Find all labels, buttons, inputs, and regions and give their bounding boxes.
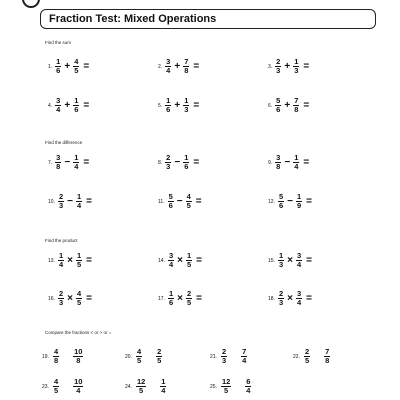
problem-item bbox=[158, 58, 199, 75]
problem-number: 8. bbox=[158, 159, 163, 166]
numerator: 1 bbox=[294, 153, 299, 162]
numerator: 5 bbox=[276, 96, 281, 105]
denominator: 6 bbox=[276, 105, 281, 114]
equals-sign: = bbox=[306, 196, 312, 207]
denominator: 3 bbox=[221, 356, 227, 365]
problem-number: 3. bbox=[268, 63, 273, 70]
problem-item bbox=[268, 97, 309, 114]
equals-sign: = bbox=[306, 293, 312, 304]
problem-item bbox=[268, 193, 312, 210]
problem-number: 16. bbox=[48, 295, 55, 302]
equals-sign: = bbox=[196, 293, 202, 304]
problem-number: 19. bbox=[42, 353, 49, 360]
fraction bbox=[73, 97, 79, 114]
denominator: 9 bbox=[296, 201, 302, 210]
problem-item bbox=[48, 97, 89, 114]
denominator: 5 bbox=[76, 260, 82, 269]
problem-item bbox=[48, 193, 92, 210]
fraction bbox=[73, 154, 79, 171]
denominator: 4 bbox=[166, 66, 171, 75]
denominator: 8 bbox=[76, 356, 81, 365]
problem-item bbox=[48, 58, 89, 75]
problem-item bbox=[48, 252, 92, 269]
equals-sign: = bbox=[86, 255, 92, 266]
fraction bbox=[304, 348, 310, 365]
problem-number: 14. bbox=[158, 257, 165, 264]
fraction bbox=[293, 58, 299, 75]
numerator: 5 bbox=[168, 192, 173, 201]
problem-item bbox=[48, 154, 89, 171]
section-label-product: Find the product bbox=[45, 238, 78, 243]
fraction bbox=[183, 154, 189, 171]
numerator: 2 bbox=[157, 347, 162, 356]
denominator: 4 bbox=[242, 356, 247, 365]
fraction bbox=[324, 348, 330, 365]
equals-sign: = bbox=[196, 255, 202, 266]
operator-symbol: − bbox=[176, 196, 183, 207]
fraction bbox=[55, 154, 61, 171]
compare-item bbox=[210, 378, 251, 395]
problem-number: 9. bbox=[268, 159, 273, 166]
numerator: 6 bbox=[246, 377, 251, 386]
denominator: 3 bbox=[278, 298, 284, 307]
fraction bbox=[278, 290, 284, 307]
numerator: 2 bbox=[58, 289, 64, 298]
problem-item bbox=[158, 252, 202, 269]
denominator: 8 bbox=[276, 162, 281, 171]
denominator: 6 bbox=[168, 201, 173, 210]
numerator: 2 bbox=[278, 289, 284, 298]
fraction bbox=[183, 58, 189, 75]
numerator: 3 bbox=[296, 251, 302, 260]
fraction bbox=[241, 348, 247, 365]
fraction bbox=[168, 193, 174, 210]
denominator: 5 bbox=[186, 201, 191, 210]
denominator: 8 bbox=[184, 66, 189, 75]
problem-number: 6. bbox=[268, 102, 273, 109]
problem-number: 2. bbox=[158, 63, 163, 70]
fraction bbox=[165, 154, 171, 171]
numerator: 2 bbox=[58, 192, 64, 201]
equals-sign: = bbox=[83, 157, 90, 168]
numerator: 2 bbox=[166, 153, 171, 162]
numerator: 1 bbox=[166, 96, 171, 105]
fraction bbox=[160, 378, 166, 395]
numerator: 7 bbox=[242, 347, 247, 356]
fraction bbox=[73, 58, 79, 75]
operator-symbol: − bbox=[287, 196, 293, 207]
numerator: 3 bbox=[56, 153, 61, 162]
denominator: 6 bbox=[278, 201, 284, 210]
fraction bbox=[76, 252, 82, 269]
denominator: 6 bbox=[184, 162, 189, 171]
problem-number: 20. bbox=[125, 353, 132, 360]
operator-symbol: + bbox=[64, 100, 71, 111]
fraction bbox=[275, 154, 281, 171]
denominator: 6 bbox=[74, 105, 79, 114]
numerator: 4 bbox=[74, 57, 79, 66]
logo-icon bbox=[22, 0, 40, 8]
fraction bbox=[245, 378, 251, 395]
denominator: 5 bbox=[186, 298, 192, 307]
numerator: 1 bbox=[76, 251, 82, 260]
denominator: 4 bbox=[76, 386, 81, 395]
fraction bbox=[278, 252, 284, 269]
fraction bbox=[186, 252, 192, 269]
fraction bbox=[73, 378, 83, 395]
fraction bbox=[296, 252, 302, 269]
numerator: 7 bbox=[325, 347, 330, 356]
numerator: 4 bbox=[53, 377, 59, 386]
compare-item bbox=[42, 348, 83, 365]
denominator: 5 bbox=[224, 386, 229, 395]
numerator: 3 bbox=[296, 289, 302, 298]
equals-sign: = bbox=[303, 61, 310, 72]
problem-item bbox=[158, 193, 202, 210]
denominator: 5 bbox=[76, 298, 82, 307]
numerator: 4 bbox=[53, 347, 59, 356]
denominator: 4 bbox=[296, 260, 302, 269]
numerator: 3 bbox=[276, 153, 281, 162]
numerator: 2 bbox=[186, 289, 192, 298]
numerator: 4 bbox=[186, 192, 191, 201]
problem-number: 21. bbox=[210, 353, 217, 360]
equals-sign: = bbox=[86, 293, 92, 304]
fraction bbox=[136, 348, 142, 365]
problem-number: 12. bbox=[268, 198, 275, 205]
denominator: 3 bbox=[58, 298, 64, 307]
numerator: 3 bbox=[56, 96, 61, 105]
fraction bbox=[293, 97, 299, 114]
operator-symbol: + bbox=[174, 61, 181, 72]
numerator: 1 bbox=[294, 57, 299, 66]
fraction bbox=[55, 97, 61, 114]
problem-item bbox=[268, 154, 309, 171]
fraction bbox=[76, 193, 82, 210]
compare-item bbox=[42, 378, 83, 395]
fraction bbox=[275, 58, 281, 75]
operator-symbol: × bbox=[177, 293, 183, 304]
fraction bbox=[58, 290, 64, 307]
equals-sign: = bbox=[83, 61, 90, 72]
problem-number: 4. bbox=[48, 102, 53, 109]
problem-number: 10. bbox=[48, 198, 55, 205]
problem-number: 25. bbox=[210, 383, 217, 390]
problem-number: 24. bbox=[125, 383, 132, 390]
operator-symbol: − bbox=[284, 157, 291, 168]
denominator: 3 bbox=[58, 201, 64, 210]
denominator: 6 bbox=[166, 105, 171, 114]
denominator: 4 bbox=[74, 162, 79, 171]
compare-item bbox=[125, 348, 162, 365]
problem-number: 23. bbox=[42, 383, 49, 390]
denominator: 4 bbox=[294, 162, 299, 171]
fraction bbox=[168, 252, 174, 269]
equals-sign: = bbox=[303, 157, 310, 168]
numerator: 1 bbox=[184, 96, 189, 105]
denominator: 3 bbox=[276, 66, 281, 75]
numerator: 10 bbox=[74, 377, 83, 386]
equals-sign: = bbox=[86, 196, 92, 207]
problem-number: 7. bbox=[48, 159, 53, 166]
denominator: 5 bbox=[136, 356, 142, 365]
denominator: 4 bbox=[161, 386, 166, 395]
denominator: 3 bbox=[184, 105, 189, 114]
numerator: 2 bbox=[276, 57, 281, 66]
numerator: 1 bbox=[74, 96, 79, 105]
numerator: 2 bbox=[221, 347, 227, 356]
problem-item bbox=[158, 154, 199, 171]
denominator: 6 bbox=[56, 66, 61, 75]
problem-number: 5. bbox=[158, 102, 163, 109]
numerator: 1 bbox=[296, 192, 302, 201]
fraction bbox=[168, 290, 174, 307]
denominator: 8 bbox=[56, 162, 61, 171]
problem-number: 18. bbox=[268, 295, 275, 302]
fraction bbox=[183, 97, 189, 114]
problem-number: 22. bbox=[293, 353, 300, 360]
operator-symbol: − bbox=[64, 157, 71, 168]
denominator: 8 bbox=[53, 356, 59, 365]
fraction bbox=[186, 193, 192, 210]
denominator: 5 bbox=[304, 356, 310, 365]
numerator: 1 bbox=[161, 377, 166, 386]
problem-number: 13. bbox=[48, 257, 55, 264]
denominator: 4 bbox=[296, 298, 302, 307]
section-label-compare: Compare the fractions < or > or = bbox=[45, 330, 112, 335]
fraction bbox=[275, 97, 281, 114]
numerator: 10 bbox=[74, 347, 83, 356]
denominator: 5 bbox=[74, 66, 79, 75]
equals-sign: = bbox=[83, 100, 90, 111]
numerator: 3 bbox=[168, 251, 174, 260]
denominator: 8 bbox=[325, 356, 330, 365]
fraction bbox=[221, 378, 231, 395]
fraction bbox=[53, 348, 59, 365]
denominator: 5 bbox=[53, 386, 59, 395]
numerator: 1 bbox=[58, 251, 64, 260]
fraction bbox=[165, 58, 171, 75]
operator-symbol: × bbox=[67, 255, 73, 266]
fraction bbox=[73, 348, 83, 365]
problem-item bbox=[158, 97, 199, 114]
fraction bbox=[55, 58, 61, 75]
problem-item bbox=[268, 290, 312, 307]
numerator: 1 bbox=[278, 251, 284, 260]
problem-number: 1. bbox=[48, 63, 53, 70]
denominator: 3 bbox=[294, 66, 299, 75]
numerator: 1 bbox=[76, 192, 82, 201]
equals-sign: = bbox=[306, 255, 312, 266]
operator-symbol: + bbox=[64, 61, 71, 72]
fraction bbox=[136, 378, 146, 395]
fraction bbox=[278, 193, 284, 210]
equals-sign: = bbox=[193, 157, 200, 168]
numerator: 1 bbox=[74, 153, 79, 162]
denominator: 4 bbox=[168, 260, 174, 269]
equals-sign: = bbox=[303, 100, 310, 111]
fraction bbox=[58, 193, 64, 210]
fraction bbox=[296, 290, 302, 307]
compare-item bbox=[293, 348, 330, 365]
denominator: 5 bbox=[157, 356, 162, 365]
numerator: 1 bbox=[56, 57, 61, 66]
section-label-difference: Find the difference bbox=[45, 140, 83, 145]
denominator: 8 bbox=[294, 105, 299, 114]
problem-item bbox=[48, 290, 92, 307]
operator-symbol: − bbox=[174, 157, 181, 168]
numerator: 12 bbox=[221, 377, 231, 386]
denominator: 4 bbox=[76, 201, 82, 210]
problem-number: 15. bbox=[268, 257, 275, 264]
operator-symbol: × bbox=[177, 255, 183, 266]
denominator: 3 bbox=[166, 162, 171, 171]
worksheet-title: Fraction Test: Mixed Operations bbox=[40, 9, 376, 29]
denominator: 6 bbox=[168, 298, 174, 307]
equals-sign: = bbox=[193, 61, 200, 72]
compare-item bbox=[210, 348, 247, 365]
problem-number: 11. bbox=[158, 198, 165, 205]
denominator: 5 bbox=[186, 260, 192, 269]
numerator: 5 bbox=[278, 192, 284, 201]
equals-sign: = bbox=[193, 100, 200, 111]
problem-item bbox=[268, 252, 312, 269]
numerator: 4 bbox=[76, 289, 82, 298]
fraction bbox=[76, 290, 82, 307]
fraction bbox=[221, 348, 227, 365]
numerator: 7 bbox=[294, 96, 299, 105]
fraction bbox=[296, 193, 302, 210]
numerator: 3 bbox=[166, 57, 171, 66]
problem-item bbox=[158, 290, 202, 307]
equals-sign: = bbox=[195, 196, 202, 207]
fraction bbox=[53, 378, 59, 395]
denominator: 4 bbox=[58, 260, 64, 269]
operator-symbol: × bbox=[67, 293, 73, 304]
numerator: 2 bbox=[304, 347, 310, 356]
numerator: 1 bbox=[184, 153, 189, 162]
fraction bbox=[186, 290, 192, 307]
fraction bbox=[293, 154, 299, 171]
denominator: 3 bbox=[278, 260, 284, 269]
operator-symbol: × bbox=[287, 293, 293, 304]
operator-symbol: + bbox=[284, 61, 291, 72]
operator-symbol: − bbox=[67, 196, 73, 207]
denominator: 4 bbox=[246, 386, 251, 395]
operator-symbol: + bbox=[284, 100, 291, 111]
numerator: 12 bbox=[136, 377, 146, 386]
compare-item bbox=[125, 378, 166, 395]
numerator: 7 bbox=[184, 57, 189, 66]
operator-symbol: + bbox=[174, 100, 181, 111]
numerator: 1 bbox=[168, 289, 174, 298]
problem-number: 17. bbox=[158, 295, 165, 302]
problem-item bbox=[268, 58, 309, 75]
section-label-sum: Find the sum bbox=[45, 40, 72, 45]
fraction bbox=[156, 348, 162, 365]
numerator: 4 bbox=[136, 347, 142, 356]
denominator: 5 bbox=[139, 386, 144, 395]
fraction bbox=[165, 97, 171, 114]
operator-symbol: × bbox=[287, 255, 293, 266]
fraction bbox=[58, 252, 64, 269]
denominator: 4 bbox=[56, 105, 61, 114]
numerator: 1 bbox=[186, 251, 192, 260]
